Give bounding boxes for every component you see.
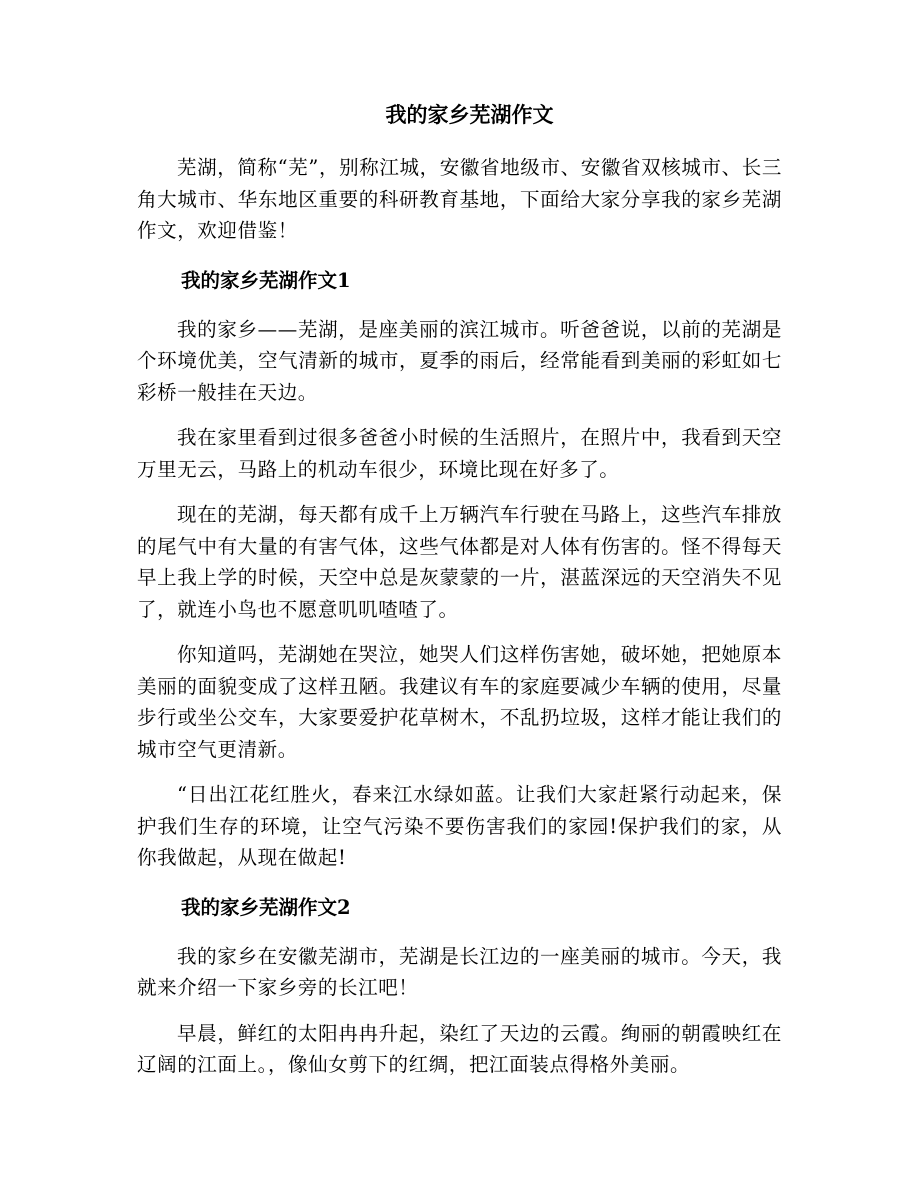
essay-2-paragraph: 早晨，鲜红的太阳冉冉升起，染红了天边的云霞。绚丽的朝霞映红在辽阔的江面上。，像仙女剪下的红绸，把江面装点得格外美丽。: [137, 1021, 782, 1076]
essay-1: [137, 265, 782, 874]
document-page: [137, 100, 782, 1095]
essay-2-heading: 我的家乡芜湖作文2: [181, 895, 351, 919]
essay-2-paragraph: 我的家乡在安徽芜湖市，芜湖是长江边的一座美丽的城市。今天，我就来介绍一下家乡旁的长江吧！: [137, 944, 782, 999]
essay-1-paragraph: “日出江花红胜火，春来江水绿如蓝。让我们大家赶紧行动起来，保护我们生存的环境，让空气污染不要伤害我们的家园!保护我们的家，从你我做起，从现在做起!: [137, 783, 782, 869]
essay-1-paragraph: 你知道吗，芜湖她在哭泣，她哭人们这样伤害她，破坏她，把她原本美丽的面貌变成了这样丑陋。我建议有车的家庭要减少车辆的使用，尽量步行或坐公交车，大家要爱护花草树木，不乱扔垃圾，这样才能让我们的城市空气更清新。: [137, 643, 782, 761]
document-title: 我的家乡芜湖作文: [385, 102, 554, 127]
essay-1-paragraph: 我的家乡——芜湖，是座美丽的滨江城市。听爸爸说，以前的芜湖是个环境优美，空气清新的城市，夏季的雨后，经常能看到美丽的彩虹如七彩桥一般挂在天边。: [137, 317, 782, 404]
essay-1-paragraph: 我在家里看到过很多爸爸小时候的生活照片，在照片中，我看到天空万里无云，马路上的机动车很少，环境比现在好多了。: [137, 426, 782, 481]
essay-1-paragraph: 现在的芜湖，每天都有成千上万辆汽车行驶在马路上，这些汽车排放的尾气中有大量的有害气体，这些气体都是对人体有伤害的。怪不得每天早上我上学的时候，天空中总是灰蒙蒙的一片，湛蓝深远的天空消失不见了，就连小鸟也不愿意叽叽喳喳了。: [137, 503, 782, 621]
essay-1-heading: 我的家乡芜湖作文1: [181, 268, 351, 292]
essay-2: [137, 892, 782, 1081]
intro-paragraph: 芜湖，简称“芜”，别称江城，安徽省地级市、安徽省双核城市、长三角大城市、华东地区重要的科研教育基地，下面给大家分享我的家乡芜湖作文，欢迎借鉴！: [137, 156, 782, 242]
